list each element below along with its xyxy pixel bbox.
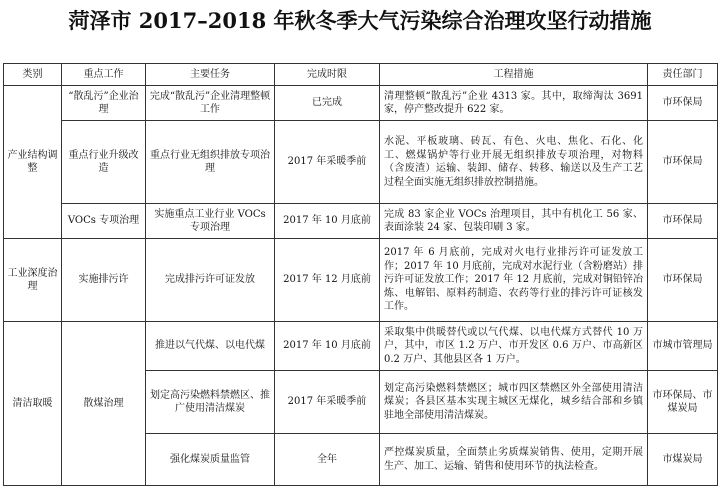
header-main-task: 主要任务 (146, 64, 275, 86)
table-row (4, 322, 718, 371)
department-cell: 市城市管理局 (648, 322, 718, 371)
department-cell: 市环保局 (648, 121, 718, 204)
key-work-cell: “散乱污”企业治理 (62, 86, 146, 121)
measures-table (3, 63, 718, 486)
department-cell: 市煤炭局 (648, 434, 718, 486)
category-cell: 清洁取暖 (4, 322, 62, 486)
measure-cell: 水泥、平板玻璃、砖瓦、有色、火电、焦化、石化、化工、燃煤锅炉等行业开展无组织排放专项治理，对物料（含废渣）运输、装卸、储存、转移、输送以及生产工艺过程全面实施无组织排放控制措施。 (380, 121, 648, 204)
category-cell: 产业结构调整 (4, 86, 62, 239)
main-task-cell: 完成排污许可证发放 (146, 239, 275, 322)
deadline-cell: 2017 年采暖季前 (275, 371, 380, 434)
header-key-work: 重点工作 (62, 64, 146, 86)
measure-cell: 清理整顿“散乱污”企业 4313 家。其中，取缔淘汰 3691 家，停产整改提升 622 家。 (380, 86, 648, 121)
main-task-cell: 强化煤炭质量监管 (146, 434, 275, 486)
measure-cell: 完成 83 家企业 VOCs 治理项目，其中有机化工 56 家、表面涂装 24 家、包装印刷 3 家。 (380, 204, 648, 239)
header-department: 责任部门 (648, 64, 718, 86)
key-work-cell: 实施排污许 (62, 239, 146, 322)
measure-cell: 采取集中供暖替代或以气代煤、以电代煤方式替代 10 万户，其中，市区 1.2 万户、市开发区 0.6 万户、市高新区 0.2 万户、其他县区各 1 万户。 (380, 322, 648, 371)
key-work-cell: VOCs 专项治理 (62, 204, 146, 239)
department-cell: 市环保局、市煤炭局 (648, 371, 718, 434)
measure-cell: 划定高污染燃料禁燃区；城市四区禁燃区外全部使用清洁煤炭；各县区基本实现主城区无煤化，城乡结合部和乡镇驻地全部使用清洁煤炭。 (380, 371, 648, 434)
header-deadline: 完成时限 (275, 64, 380, 86)
main-task-cell: 推进以气代煤、以电代煤 (146, 322, 275, 371)
header-measures: 工程措施 (380, 64, 648, 86)
deadline-cell: 全年 (275, 434, 380, 486)
department-cell: 市环保局 (648, 86, 718, 121)
table-header-row (4, 64, 718, 86)
table-row (4, 121, 718, 204)
department-cell: 市环保局 (648, 204, 718, 239)
category-cell: 工业深度治理 (4, 239, 62, 322)
main-task-cell: 完成“散乱污”企业清理整顿工作 (146, 86, 275, 121)
deadline-cell: 已完成 (275, 86, 380, 121)
deadline-cell: 2017 年 10 月底前 (275, 322, 380, 371)
table-row (4, 204, 718, 239)
measure-cell: 严控煤炭质量，全面禁止劣质煤炭销售、使用，定期开展生产、加工、运输、销售和使用环节的执法检查。 (380, 434, 648, 486)
deadline-cell: 2017 年采暖季前 (275, 121, 380, 204)
key-work-cell: 散煤治理 (62, 322, 146, 486)
table-row (4, 86, 718, 121)
table-row (4, 239, 718, 322)
main-task-cell: 重点行业无组织排放专项治理 (146, 121, 275, 204)
main-task-cell: 实施重点工业行业 VOCs 专项治理 (146, 204, 275, 239)
main-task-cell: 划定高污染燃料禁燃区、推广使用清洁煤炭 (146, 371, 275, 434)
deadline-cell: 2017 年 12 月底前 (275, 239, 380, 322)
header-category: 类别 (4, 64, 62, 86)
department-cell: 市环保局 (648, 239, 718, 322)
deadline-cell: 2017 年 10 月底前 (275, 204, 380, 239)
document-title: 菏泽市 2017–2018 年秋冬季大气污染综合治理攻坚行动措施 (68, 8, 652, 33)
measure-cell: 2017 年 6 月底前，完成对火电行业排污许可证发放工作；2017 年 10 月底前，完成对水泥行业（含粉磨站）排污许可证发放工作；2017 年 12 月底前，完成对铜铅锌冶炼、电解铝、原料药制造、农药等行业的排污许可证核发工作。 (380, 239, 648, 322)
key-work-cell: 重点行业升级改造 (62, 121, 146, 204)
